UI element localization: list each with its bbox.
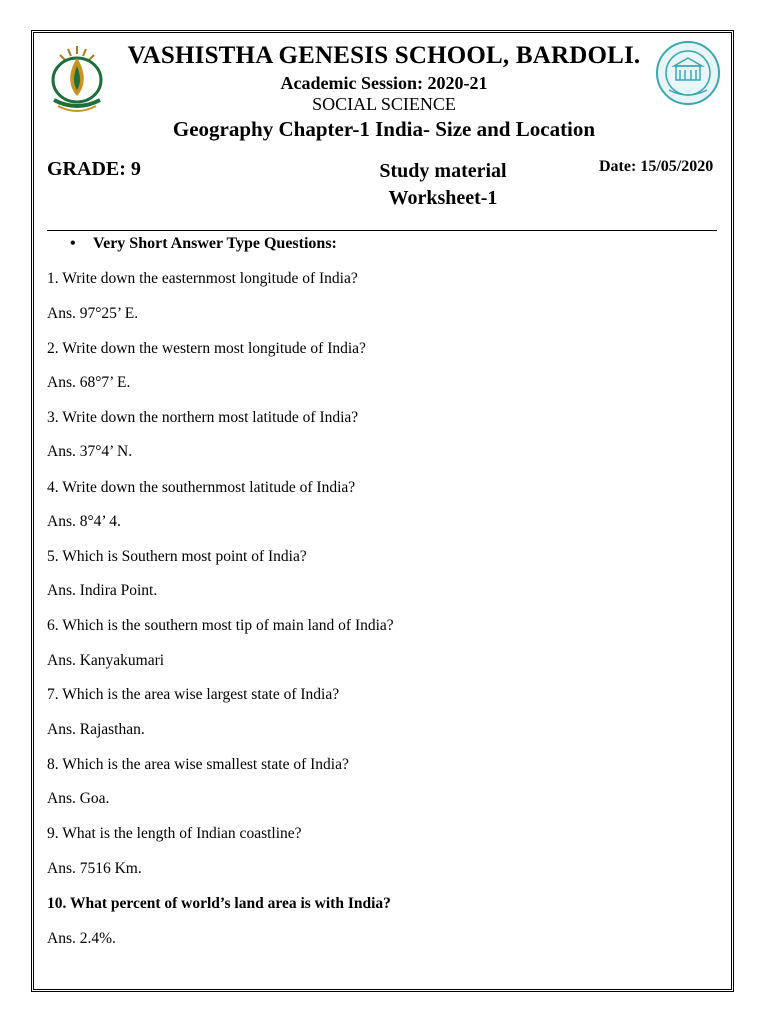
answer-8: Ans. Goa. [47,790,110,807]
subject-title: SOCIAL SCIENCE [312,94,456,114]
question-1: 1. Write down the easternmost longitude of India? [47,270,358,287]
question-10: 10. What percent of world’s land area is with India? [47,895,391,912]
question-3: 3. Write down the northern most latitude of India? [47,409,359,426]
grade-label: GRADE: 9 [47,158,141,180]
answer-5: Ans. Indira Point. [47,582,158,599]
academic-session: Academic Session: 2020-21 [280,73,488,93]
answer-9: Ans. 7516 Km. [47,860,142,877]
worksheet-label: Worksheet-1 [388,187,498,209]
answer-7: Ans. Rajasthan. [47,721,145,738]
section-title: Very Short Answer Type Questions: [93,235,337,252]
answer-2: Ans. 68°7’ E. [47,374,131,391]
question-5: 5. Which is Southern most point of India? [47,548,307,565]
study-material-block [343,158,543,212]
question-4: 4. Write down the southernmost latitude of India? [47,479,356,496]
answer-6: Ans. Kanyakumari [47,652,165,669]
date-label: Date: 15/05/2020 [599,158,714,175]
school-name: VASHISTHA GENESIS SCHOOL, BARDOLI. [127,42,641,69]
question-8: 8. Which is the area wise smallest state of India? [47,756,349,773]
section-heading [70,235,337,253]
question-2: 2. Write down the western most longitude of India? [47,340,366,357]
answer-1: Ans. 97°25’ E. [47,305,139,322]
question-9: 9. What is the length of Indian coastline? [47,825,302,842]
question-6: 6. Which is the southern most tip of main land of India? [47,617,394,634]
answer-3: Ans. 37°4’ N. [47,443,133,460]
answer-10: Ans. 2.4%. [47,930,116,947]
study-material-label: Study material [379,160,507,182]
answer-4: Ans. 8°4’ 4. [47,513,121,530]
question-7: 7. Which is the area wise largest state of India? [47,686,340,703]
chapter-title: Geography Chapter-1 India- Size and Location [172,117,596,141]
header-divider [47,230,717,231]
bullet-icon: • [70,235,76,252]
